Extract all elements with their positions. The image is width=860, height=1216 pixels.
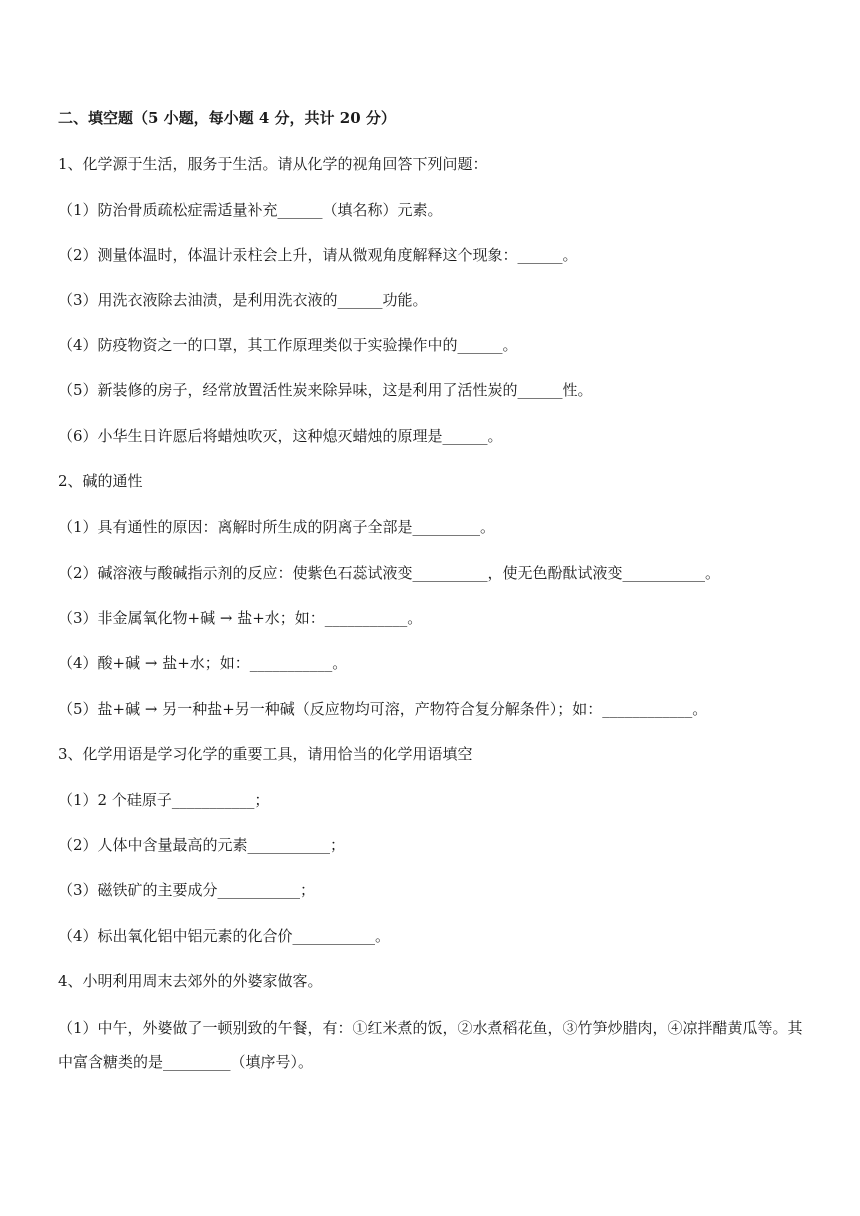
question-1-item-5: （5）新装修的房子，经常放置活性炭来除异味，这是利用了活性炭的______性。: [58, 381, 593, 399]
question-1-item-3: （3）用洗衣液除去油渍，是利用洗衣液的______功能。: [58, 291, 428, 309]
question-4-item-1: （1）中午，外婆做了一顿别致的午餐，有：①红米煮的饭，②水煮稻花鱼，③竹笋炒腊肉，④凉拌醋黄瓜等。其中富含糖类的是_________（填序号）。: [58, 1019, 803, 1071]
section-title: 二、填空题（5 小题，每小题 4 分，共计 20 分）: [58, 109, 396, 127]
question-1-item-4: （4）防疫物资之一的口罩，其工作原理类似于实验操作中的______。: [58, 336, 518, 354]
question-1-item-6: （6）小华生日许愿后将蜡烛吹灭，这种熄灭蜡烛的原理是______。: [58, 427, 503, 445]
question-3-item-3: （3）磁铁矿的主要成分___________；: [58, 881, 316, 899]
question-2-item-4: （4）酸+碱 → 盐+水；如：___________。: [58, 654, 348, 672]
question-1-item-2: （2）测量体温时，体温计汞柱会上升，请从微观角度解释这个现象：______。: [58, 246, 578, 264]
question-2-item-1: （1）具有通性的原因：离解时所生成的阴离子全部是_________。: [58, 518, 496, 536]
question-2-item-2: （2）碱溶液与酸碱指示剂的反应：使紫色石蕊试液变__________，使无色酚酞试液变___________。: [58, 564, 721, 582]
question-1-item-1: （1）防治骨质疏松症需适量补充______（填名称）元素。: [58, 201, 443, 219]
question-3-item-1: （1）2 个硅原子___________；: [58, 791, 270, 809]
question-2-item-3: （3）非金属氧化物+碱 → 盐+水；如：___________。: [58, 609, 423, 627]
question-1-stem: 1、化学源于生活，服务于生活。请从化学的视角回答下列问题：: [58, 155, 488, 173]
question-2-item-5: （5）盐+碱 → 另一种盐+另一种碱（反应物均可溶，产物符合复分解条件）；如：____________。: [58, 700, 708, 718]
question-3-stem: 3、化学用语是学习化学的重要工具，请用恰当的化学用语填空: [58, 745, 473, 763]
question-4-stem: 4、小明利用周末去郊外的外婆家做客。: [58, 972, 323, 990]
question-2-stem: 2、碱的通性: [58, 472, 143, 490]
question-3-item-2: （2）人体中含量最高的元素___________；: [58, 836, 346, 854]
question-3-item-4: （4）标出氧化铝中铝元素的化合价___________。: [58, 927, 391, 945]
